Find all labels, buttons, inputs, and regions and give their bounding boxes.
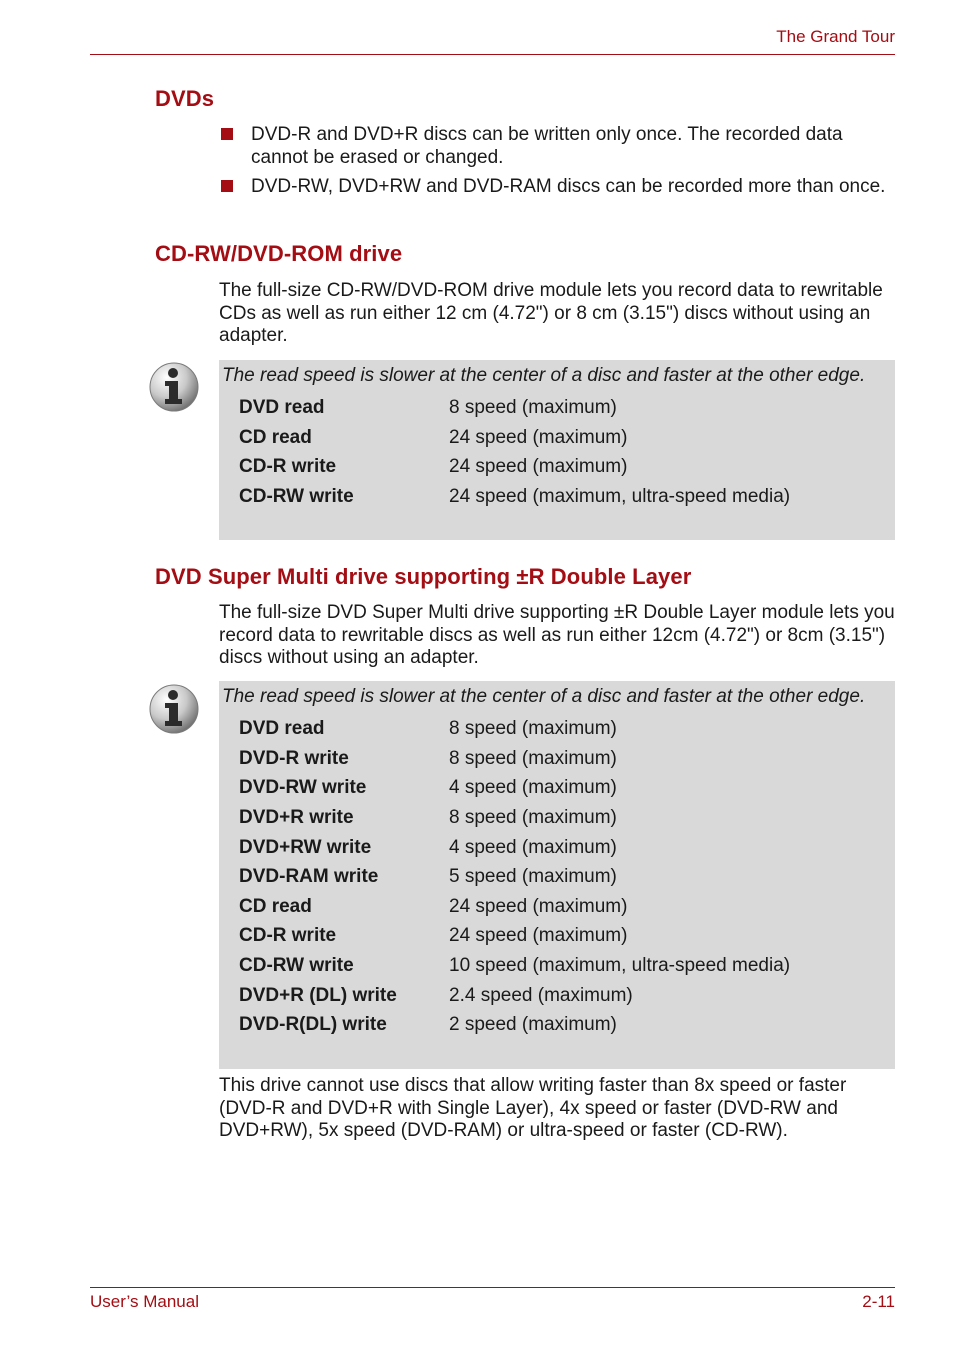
spec-value: 4 speed (maximum)	[449, 777, 617, 799]
spec-row	[239, 744, 790, 774]
note-box-super-multi	[219, 681, 895, 1069]
super-multi-body-text: The full-size DVD Super Multi drive supporting ±R Double Layer module lets you record data to rewritable discs as well as run either 12cm (4.72") or 8cm (3.15") discs without using an adapter.	[219, 602, 895, 668]
note-box-cdrw	[219, 360, 895, 540]
spec-value: 10 speed (maximum, ultra-speed media)	[449, 955, 791, 977]
spec-row	[239, 951, 790, 981]
super-multi-footnote: This drive cannot use discs that allow writing faster than 8x speed or faster (DVD-R and DVD+R with Single Layer), 4x speed or faster (DVD-RW and DVD+RW), 5x speed (DVD-RAM) or ultra-speed or faster (CD-RW).	[219, 1075, 847, 1141]
bullet-square-icon	[221, 128, 233, 140]
spec-row	[239, 892, 790, 922]
spec-table-cdrw	[239, 394, 790, 512]
spec-label: DVD-RW write	[239, 777, 367, 799]
bullet-text: DVD-R and DVD+R discs can be written only once. The recorded data cannot be erased or changed.	[251, 124, 843, 168]
spec-table-super-multi	[239, 715, 790, 1041]
note-text: The read speed is slower at the center of a disc and faster at the other edge.	[222, 365, 866, 386]
spec-label: CD read	[239, 426, 312, 448]
spec-label: CD-R write	[239, 925, 337, 947]
spec-value: 8 speed (maximum)	[449, 718, 617, 740]
spec-value: 2 speed (maximum)	[449, 1014, 617, 1036]
header-rule	[90, 54, 895, 55]
spec-label: CD-RW write	[239, 955, 354, 977]
spec-row	[239, 715, 790, 745]
spec-row	[239, 482, 790, 512]
spec-label: CD-RW write	[239, 486, 354, 508]
spec-value: 24 speed (maximum)	[449, 895, 628, 917]
spec-value: 8 speed (maximum)	[449, 397, 617, 419]
note-text: The read speed is slower at the center of a disc and faster at the other edge.	[222, 686, 866, 707]
spec-label: CD read	[239, 895, 312, 917]
heading-cdrw-dvdrom: CD-RW/DVD-ROM drive	[155, 241, 403, 266]
spec-label: DVD read	[239, 718, 325, 740]
spec-value: 8 speed (maximum)	[449, 747, 617, 769]
info-icon	[148, 361, 200, 413]
spec-row	[239, 803, 790, 833]
spec-value: 2.4 speed (maximum)	[449, 984, 633, 1006]
spec-label: DVD+RW write	[239, 836, 372, 858]
spec-row	[239, 833, 790, 863]
spec-label: CD-R write	[239, 456, 337, 478]
info-icon	[148, 683, 200, 735]
spec-label: DVD+R write	[239, 807, 354, 829]
spec-label: DVD-R(DL) write	[239, 1014, 387, 1036]
spec-row	[239, 423, 790, 453]
spec-value: 4 speed (maximum)	[449, 836, 617, 858]
spec-label: DVD-R write	[239, 747, 349, 769]
spec-value: 24 speed (maximum)	[449, 426, 628, 448]
spec-row	[239, 981, 790, 1011]
spec-label: DVD+R (DL) write	[239, 984, 397, 1006]
list-item	[219, 123, 899, 169]
spec-row	[239, 453, 790, 483]
bullet-text: DVD-RW, DVD+RW and DVD-RAM discs can be recorded more than once.	[251, 176, 886, 197]
spec-row	[239, 862, 790, 892]
bullet-square-icon	[221, 180, 233, 192]
spec-value: 24 speed (maximum, ultra-speed media)	[449, 486, 791, 508]
list-item	[219, 175, 899, 198]
spec-row	[239, 774, 790, 804]
spec-value: 8 speed (maximum)	[449, 807, 617, 829]
spec-label: DVD read	[239, 397, 325, 419]
dvds-bullet-list	[219, 123, 899, 204]
footer-manual-title: User’s Manual	[90, 1292, 199, 1311]
spec-value: 24 speed (maximum)	[449, 925, 628, 947]
footer-page-number: 2-11	[862, 1292, 895, 1311]
spec-row	[239, 394, 790, 424]
spec-row	[239, 1010, 790, 1040]
spec-label: DVD-RAM write	[239, 866, 379, 888]
spec-row	[239, 922, 790, 952]
heading-super-multi: DVD Super Multi drive supporting ±R Double Layer	[155, 564, 692, 589]
heading-dvds: DVDs	[155, 86, 215, 111]
spec-value: 24 speed (maximum)	[449, 456, 628, 478]
cdrw-body-text: The full-size CD-RW/DVD-ROM drive module lets you record data to rewritable CDs as well as run either 12 cm (4.72") or 8 cm (3.15") discs without using an adapter.	[219, 280, 883, 346]
footer-rule	[90, 1287, 895, 1288]
spec-value: 5 speed (maximum)	[449, 866, 617, 888]
header-title: The Grand Tour	[776, 27, 895, 46]
